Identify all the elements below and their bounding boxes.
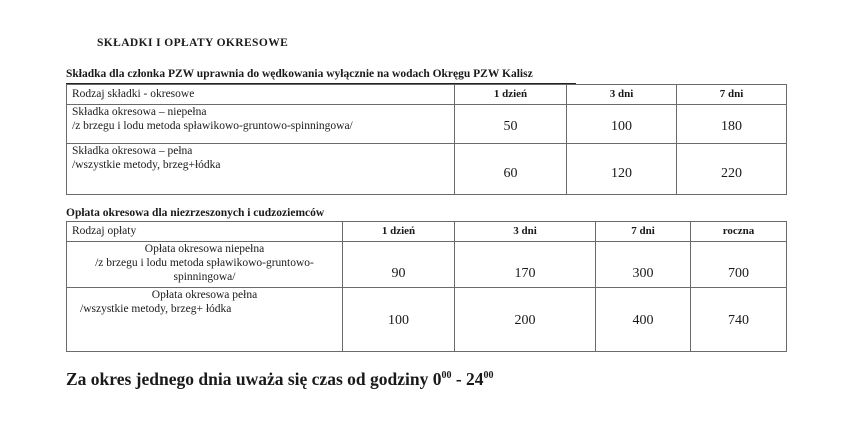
column-header-3-days: 3 dni	[567, 85, 677, 105]
fee-name: Opłata okresowa pełna	[151, 289, 258, 301]
column-header-1-day: 1 dzień	[343, 222, 455, 242]
table-row	[67, 105, 787, 144]
price-7-days: 400	[596, 288, 691, 352]
footer-hour-end-minutes: 00	[483, 370, 494, 381]
price-3-days: 170	[455, 242, 596, 288]
fee-name: Składka okresowa – pełna	[72, 145, 193, 157]
footer-hour-start-minutes: 00	[441, 370, 452, 381]
price-1-day: 50	[455, 105, 567, 144]
price-3-days: 100	[567, 105, 677, 144]
price-7-days: 300	[596, 242, 691, 288]
table-row	[67, 242, 787, 288]
column-header-3-days: 3 dni	[455, 222, 596, 242]
fee-scope-cont: spinningowa/	[173, 271, 236, 283]
fee-scope: /wszystkie metody, brzeg+łódka	[72, 159, 221, 171]
price-1-day: 60	[455, 144, 567, 195]
fee-scope: /z brzegu i lodu metoda spławikowo-gruntowo-	[95, 257, 314, 269]
member-fees-table	[66, 84, 787, 195]
fee-name: Opłata okresowa niepełna	[144, 243, 265, 255]
price-7-days: 180	[677, 105, 787, 144]
fee-description	[67, 105, 455, 144]
table2-caption: Opłata okresowa dla niezrzeszonych i cudzoziemców	[66, 207, 325, 219]
price-1-day: 100	[343, 288, 455, 352]
price-1-day: 90	[343, 242, 455, 288]
price-3-days: 200	[455, 288, 596, 352]
footer-note	[66, 369, 494, 390]
price-3-days: 120	[567, 144, 677, 195]
footer-dash: - 24	[451, 369, 484, 389]
table1-caption: Składka dla członka PZW uprawnia do wędkowania wyłącznie na wodach Okręgu PZW Kalisz	[66, 68, 533, 80]
price-yearly: 700	[691, 242, 787, 288]
page-title: SKŁADKI I OPŁATY OKRESOWE	[97, 37, 289, 49]
table-header-row	[67, 222, 787, 242]
fee-name: Składka okresowa – niepełna	[72, 106, 207, 118]
column-header-7-days: 7 dni	[596, 222, 691, 242]
column-header-7-days: 7 dni	[677, 85, 787, 105]
footer-text: Za okres jednego dnia uważa się czas od godziny 0	[66, 369, 442, 389]
fee-description	[67, 288, 343, 352]
price-7-days: 220	[677, 144, 787, 195]
price-yearly: 740	[691, 288, 787, 352]
column-header-type: Rodzaj składki - okresowe	[67, 85, 455, 105]
fee-scope: /wszystkie metody, brzeg+ łódka	[80, 303, 232, 315]
fee-description	[67, 144, 455, 195]
fee-description	[67, 242, 343, 288]
column-header-type: Rodzaj opłaty	[67, 222, 343, 242]
non-member-fees-table	[66, 221, 787, 352]
fee-scope: /z brzegu i lodu metoda spławikowo-gruntowo-spinningowa/	[72, 120, 353, 132]
column-header-yearly: roczna	[691, 222, 787, 242]
column-header-1-day: 1 dzień	[455, 85, 567, 105]
table-row	[67, 144, 787, 195]
table-row	[67, 288, 787, 352]
table-header-row	[67, 85, 787, 105]
